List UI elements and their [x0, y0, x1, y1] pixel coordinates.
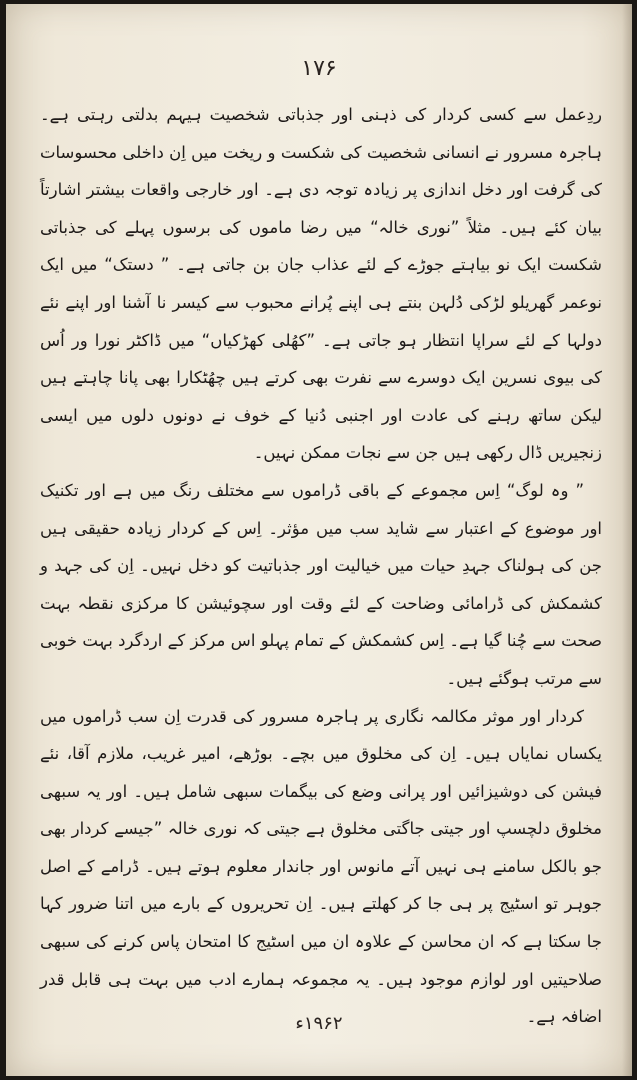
paragraph-2: ” وہ لوگ“ اِس مجموعے کے باقی ڈراموں سے مختلف رنگ میں ہے اور تکنیک اور موضوع کے اعتبار سے شاید سب میں مؤثر۔ اِس کے کردار زیادہ حقیقی ہیں جن کی ہولناک جہدِ حیات میں خیالیت اور جذباتیت کو دخل نہیں۔ اِن کی جہد و کشمکش کی ڈرامائی وضاحت کے لئے وقت اور سچوئیشن کا مرکزی نقطہ بہت صحت سے چُنا گیا ہے۔ اِس کشمکش کے تمام پہلو اس مرکز کے اردگرد بہت خوبی سے مرتب ہوگئے ہیں۔ [40, 480, 602, 688]
page-edge-shadow [622, 4, 632, 1076]
page-number: ۱۷۶ [301, 56, 337, 81]
paragraph-1: ردِعمل سے کسی کردار کی ذہنی اور جذباتی شخصیت ہیہم بدلتی رہتی ہے۔ ہاجرہ مسرور نے انسانی شخصیت کی شکست و ریخت میں اِن داخلی محسوسات کی گرفت اور دخل اندازی پر زیادہ توجہ دی ہے۔ اور خارجی واقعات بیشتر اشارتاً بیان کئے ہیں۔ مثلاً ”نوری خالہ“ میں رضا ماموں کی برسوں پہلے کی جذباتی شکست ایک نو بیاہتے جوڑے کے لئے عذاب جان بن جاتی ہے۔ ” دستک“ میں ایک نوعمر گھریلو لڑکی دُلہن بنتے ہی اپنے پُرانے محبوب سے کیسر نا آشنا اور اپنے نئے دولہا کے لئے سراپا انتظار ہو جاتی ہے۔ ”کھُلی کھڑکیاں“ میں ڈاکٹر نورا ور اُس کی بیوی نسرین ایک دوسرے سے نفرت بھی کرتے ہیں چھُٹکارا بھی پانا چاہتے ہیں لیکن ساتھ رہنے کی عادت اور اجنبی دُنیا کے خوف نے دونوں دلوں میں ایسی زنجیریں ڈال رکھی ہیں جن سے نجات ممکن نہیں۔ [40, 105, 602, 463]
footer-year: ۱۹۶۲ء [295, 1013, 343, 1034]
paragraph-3: کردار اور موثر مکالمہ نگاری پر ہاجرہ مسرور کی قدرت اِن سب ڈراموں میں یکساں نمایاں ہیں۔ اِن کی مخلوق میں بچے۔ بوڑھے، امیر غریب، ملازم آقا، نئے فیشن کی دوشیزائیں اور پرانی وضع کی بیگمات سبھی شامل ہیں۔ اور یہ سبھی مخلوق دلچسپ اور جیتی جاگتی مخلوق ہے جیتی کہ نوری خالہ ”جیسے کردار بھی جو بالکل سامنے ہی نہیں آتے مانوس اور جاندار معلوم ہوتے ہیں۔ ڈرامے کے اصل جوہر تو اسٹیج پر ہی جا کر کھلتے ہیں۔ اِن تحریروں کے بارے میں اتنا ضرور کہا جا سکتا ہے کہ ان محاسن کے علاوہ ان میں اسٹیج کا امتحان پاس کرنے کی سبھی صلاحیتیں اور لوازم موجود ہیں۔ یہ مجموعہ ہمارے ادب میں بہت ہی قابل قدر اضافہ ہے۔ [40, 706, 602, 1027]
book-page [6, 4, 632, 1076]
page-body [40, 96, 602, 1036]
